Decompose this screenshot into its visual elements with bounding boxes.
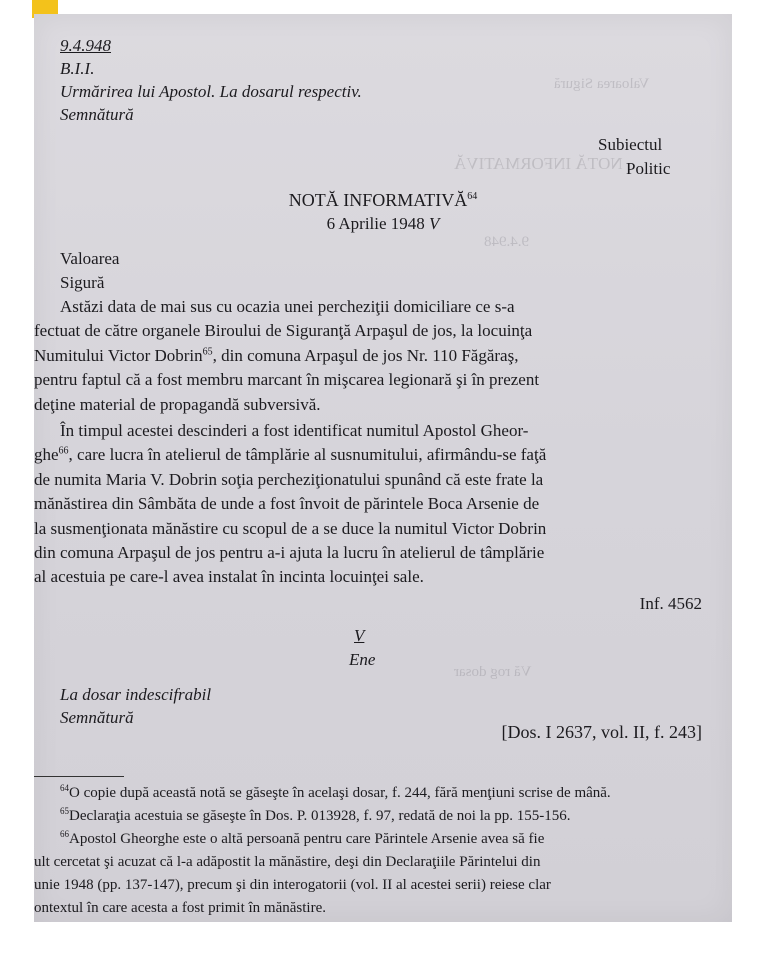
- body-line: În timpul acestei descinderi a fost identificat numitul Apostol Gheor-: [60, 421, 529, 440]
- book-page: [34, 14, 732, 922]
- body-line: mănăstirea din Sâmbăta de unde a fost învoit de părintele Boca Arsenie de: [34, 494, 540, 514]
- footnote-number: 66: [60, 829, 69, 839]
- footnote-66-line: ontextul în care acesta a fost primit în mănăstire.: [34, 900, 326, 916]
- body-line: de numita Maria V. Dobrin soţia percheziţionatului spunând că este frate la: [34, 469, 544, 489]
- informer-number: Inf. 4562: [639, 594, 702, 613]
- body-line-text: ghe: [34, 445, 59, 465]
- show-through-text: Valoarea Sigură: [554, 76, 650, 92]
- footnote-66-line: unie 1948 (pp. 137-147), precum şi din interogatorii (vol. II al acestei serii) reiese clar: [34, 877, 551, 893]
- body-line: pentru faptul că a fost membru marcant în mişcarea legionară şi în prezent: [34, 370, 540, 390]
- footnote-number: 65: [60, 806, 69, 816]
- body-line: fectuat de către organele Biroului de Siguranţă Arpaşul de jos, la locuinţa: [34, 321, 533, 341]
- header-code: B.I.I.: [60, 59, 95, 78]
- body-line: Astăzi data de mai sus cu ocazia unei percheziţii domiciliare ce s-a: [60, 297, 515, 316]
- show-through-text: Vă rog dosar: [454, 664, 532, 680]
- body-line: al acestuia pe care-l avea instalat în incinta locuinţei sale.: [34, 567, 424, 587]
- body-paragraph-1: [34, 295, 724, 417]
- signature-mark: V: [354, 626, 365, 645]
- footnote-text: Declaraţia acestuia se găseşte în Dos. P. 013928, f. 97, redată de noi la pp. 155-156.: [69, 808, 571, 824]
- body-line: deţine material de propagandă subversivă.: [34, 394, 321, 414]
- value-text: Sigură: [60, 273, 105, 292]
- header-instruction: Urmărirea lui Apostol. La dosarul respectiv.: [60, 82, 362, 101]
- header-signature: Semnătură: [60, 105, 134, 124]
- subject-value: Politic: [626, 159, 671, 178]
- value-label: Valoarea: [60, 249, 120, 268]
- footnote-divider: [34, 776, 124, 777]
- archive-reference: [Dos. I 2637, vol. II, f. 243]: [501, 722, 702, 742]
- note-title: [34, 188, 732, 212]
- subject-label: Subiectul: [598, 135, 663, 154]
- footnote-text: O copie după această notă se găseşte în acelaşi dosar, f. 244, fără menţiuni scrise de mână.: [69, 785, 611, 801]
- note-title-text: NOTĂ INFORMATIVĂ: [288, 190, 468, 210]
- footnote-66: [34, 828, 732, 851]
- footnote-text: Apostol Gheorghe este o altă persoană pentru care Părintele Arsenie avea să fie: [69, 831, 545, 847]
- footnote-ref: 65: [202, 346, 213, 358]
- footnote-ref: 64: [467, 191, 478, 202]
- note-date-text: 6 Aprilie 1948: [326, 214, 425, 233]
- dosar-note: La dosar indescifrabil: [60, 685, 212, 704]
- footnote-number: 64: [60, 783, 69, 793]
- note-date: [34, 212, 732, 236]
- header-date: 9.4.948: [60, 36, 111, 55]
- body-line-text: Numitului Victor Dobrin: [34, 345, 203, 365]
- body-line: la susmenţionata mănăstire cu scopul de a se duce la numitul Victor Dobrin: [34, 518, 547, 538]
- footnote-66-line: ult cercetat şi acuzat că l-a adăpostit la mănăstire, deşi din Declaraţiile Părintelui din: [34, 854, 541, 870]
- show-through-text: 9.4.948: [484, 234, 529, 250]
- body-line: [34, 344, 724, 368]
- body-line: [34, 443, 724, 467]
- body-line-text: , din comuna Arpaşul de jos Nr. 110 Făgăraş,: [212, 345, 519, 365]
- note-date-mark: V: [429, 214, 440, 233]
- body-line: din comuna Arpaşul de jos pentru a-i ajuta la lucru în atelierul de tâmplărie: [34, 543, 545, 563]
- body-line-text: , care lucra în atelierul de tâmplărie al susnumitului, afirmându-se faţă: [68, 445, 547, 465]
- signature-name: Ene: [349, 650, 376, 669]
- footnote-64: [34, 782, 732, 805]
- body-paragraph-2: [34, 419, 724, 590]
- footnote-ref: 66: [58, 445, 69, 457]
- footnote-65: [34, 805, 732, 828]
- closing-signature: Semnătură: [60, 708, 134, 727]
- show-through-text: NOTĂ INFORMATIVĂ: [454, 154, 623, 173]
